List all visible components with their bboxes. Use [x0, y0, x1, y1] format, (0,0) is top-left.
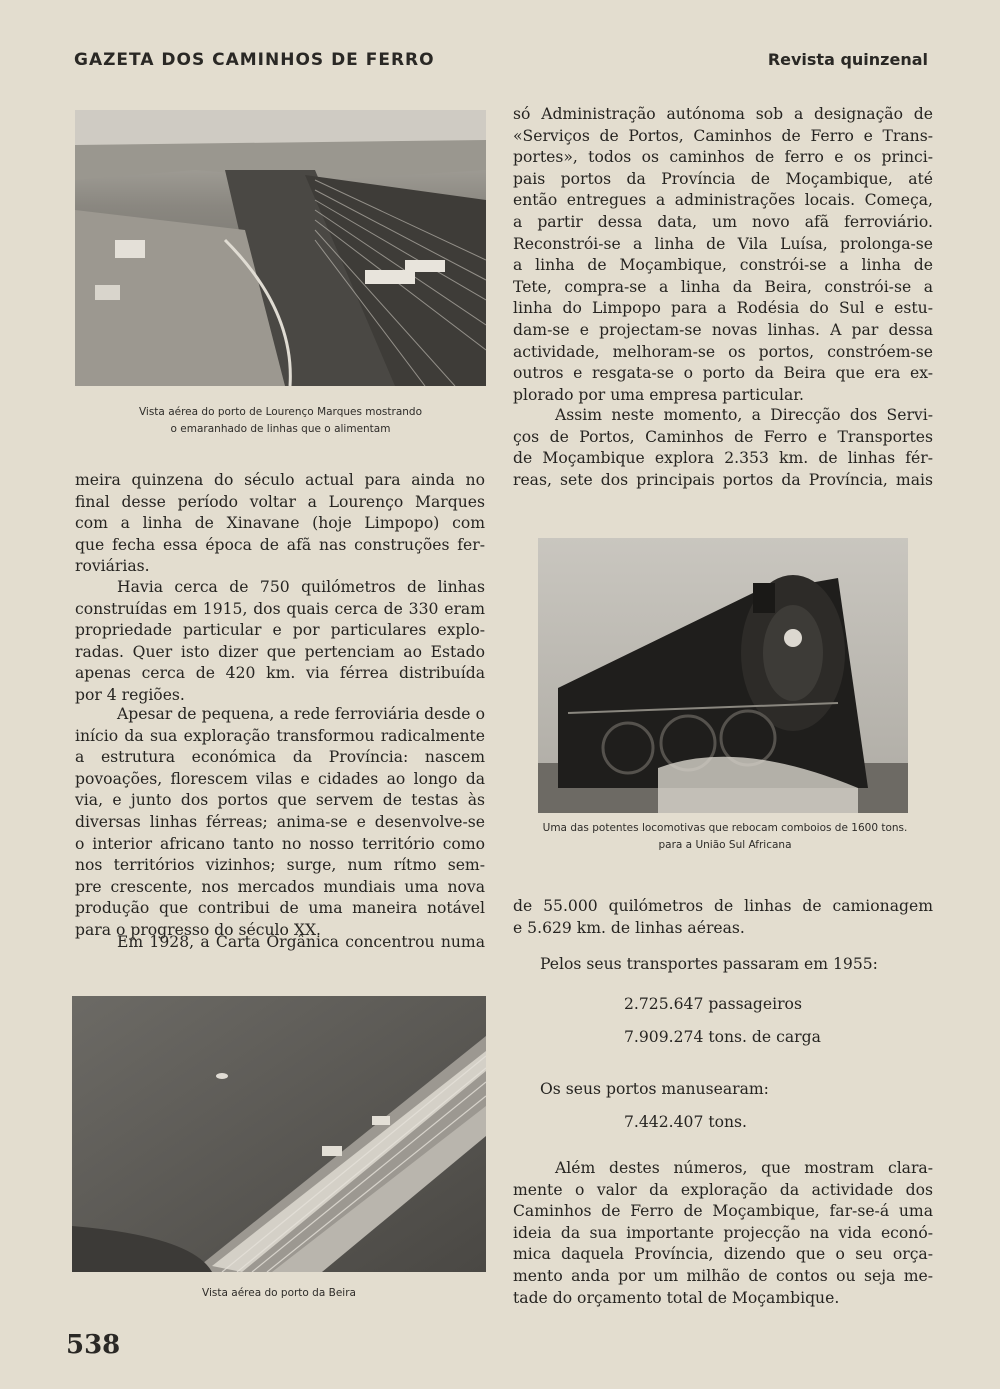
caption-line: o emaranhado de linhas que o alimentam	[170, 423, 391, 435]
aerial-photo-beira	[72, 996, 486, 1272]
text-line: Reconstrói-se a linha de Vila Luísa, prolonga-se	[513, 234, 933, 253]
journal-subtitle: Revista quinzenal	[767, 50, 928, 69]
passengers-figure: 2.725.647 passageiros	[624, 995, 802, 1013]
photo-caption-beira	[72, 1285, 486, 1302]
left-column-paragraph-3	[75, 704, 485, 942]
text-line: a linha de Moçambique, constrói-se a linha de	[513, 256, 933, 275]
right-column-paragraph-3	[513, 896, 933, 939]
caption-line: Vista aérea do porto da Beira	[202, 1287, 356, 1299]
left-column-paragraph-1	[75, 470, 485, 578]
text-line: de 55.000 quilómetros de linhas de camionagem	[513, 897, 933, 915]
text-line: para o progresso do século XX.	[75, 920, 321, 939]
text-line: construídas em 1915, dos quais cerca de 330 eram	[75, 599, 485, 618]
text-line: reas, sete dos principais portos da Província, mais	[513, 470, 933, 489]
text-line: «Serviços de Portos, Caminhos de Ferro e Trans-	[513, 126, 933, 145]
text-line: ideia da sua importante projecção na vida econó-	[513, 1223, 933, 1242]
text-line: final desse período voltar a Lourenço Marques	[75, 492, 485, 511]
ports-figure: 7.442.407 tons.	[624, 1113, 747, 1131]
text-line: portes», todos os caminhos de ferro e os princi-	[513, 148, 933, 167]
photo-caption-locomotive	[520, 820, 930, 854]
page-number: 538	[66, 1330, 121, 1360]
text-line: actividade, melhoram-se os portos, constróem-se	[513, 342, 933, 361]
text-line: com a linha de Xinavane (hoje Limpopo) com	[75, 514, 485, 533]
text-line: e 5.629 km. de linhas aéreas.	[513, 918, 745, 937]
text-line: só Administração autónoma sob a designação de	[513, 105, 933, 123]
text-line: Havia cerca de 750 quilómetros de linhas	[117, 578, 485, 596]
photo-caption-lourenco-marques	[75, 404, 486, 438]
ports-intro: Os seus portos manusearam:	[540, 1080, 769, 1098]
text-line: plorado por uma empresa particular.	[513, 385, 804, 404]
caption-line: Vista aérea do porto de Lourenço Marques mostrando	[138, 406, 423, 418]
cargo-figure: 7.909.274 tons. de carga	[624, 1028, 821, 1046]
text-line: Assim neste momento, a Direcção dos Servi-	[555, 406, 933, 424]
text-line: dam-se e projectam-se novas linhas. A par dessa	[513, 320, 933, 339]
text-line: radas. Quer isto dizer que pertenciam ao Estado	[75, 642, 485, 661]
text-line: apenas cerca de 420 km. via férrea distribuída	[75, 664, 485, 683]
caption-line: Uma das potentes locomotivas que rebocam comboios de 1600 tons.	[542, 822, 908, 834]
text-line: que fecha essa época de afã nas construções fer-	[75, 535, 485, 554]
left-column-paragraph-2	[75, 577, 485, 707]
text-line: então entregues a administrações locais. Começa,	[513, 191, 933, 210]
text-line: Caminhos de Ferro de Moçambique, far-se-á uma	[513, 1202, 933, 1221]
text-line: meira quinzena do século actual para ainda no	[75, 471, 485, 489]
text-line: linha do Limpopo para a Rodésia do Sul e estu-	[513, 299, 933, 318]
text-line: diversas linhas férreas; anima-se e desenvolve-se	[75, 812, 485, 831]
text-line: a estrutura económica da Província: nascem	[75, 748, 485, 767]
text-line: Em 1928, a Carta Orgânica concentrou numa	[117, 933, 485, 951]
text-line: mente o valor da exploração da actividade dos	[513, 1180, 933, 1199]
text-line: outros e resgata-se o porto da Beira que era ex-	[513, 364, 933, 383]
text-line: mento anda por um milhão de contos ou seja me-	[513, 1266, 933, 1285]
aerial-photo-lourenco-marques	[75, 110, 486, 386]
text-line: via, e junto dos portos que servem de testas às	[75, 791, 485, 810]
text-line: tade do orçamento total de Moçambique.	[513, 1288, 840, 1307]
text-line: pais portos da Província de Moçambique, até	[513, 169, 933, 188]
journal-title: GAZETA DOS CAMINHOS DE FERRO	[74, 50, 435, 70]
text-line: ços de Portos, Caminhos de Ferro e Transportes	[513, 427, 933, 446]
text-line: Além destes números, que mostram clara-	[555, 1159, 933, 1177]
text-line: pre crescente, nos mercados mundiais uma nova	[75, 877, 485, 896]
text-line: povoações, florescem vilas e cidades ao longo da	[75, 769, 485, 788]
text-line: roviárias.	[75, 557, 150, 576]
locomotive-photo	[538, 538, 908, 813]
left-column-paragraph-4	[75, 932, 485, 954]
text-line: Apesar de pequena, a rede ferroviária desde o	[117, 705, 485, 723]
right-column-paragraph-1	[513, 104, 933, 406]
right-column-paragraph-4	[513, 1158, 933, 1309]
text-line: produção que contribui de uma maneira notável	[75, 899, 485, 918]
text-line: mica daquela Província, dizendo que o seu orça-	[513, 1245, 933, 1264]
text-line: propriedade particular e por particulares explo-	[75, 621, 485, 640]
text-line: Tete, compra-se a linha da Beira, constrói-se a	[513, 277, 933, 296]
text-line: início da sua exploração transformou radicalmente	[75, 726, 485, 745]
text-line: de Moçambique explora 2.353 km. de linhas fér-	[513, 449, 933, 468]
right-column-paragraph-2	[513, 405, 933, 491]
caption-line: para a União Sul Africana	[658, 839, 792, 851]
text-line: por 4 regiões.	[75, 685, 185, 704]
text-line: o interior africano tanto no nosso território como	[75, 834, 485, 853]
transport-intro: Pelos seus transportes passaram em 1955:	[540, 955, 878, 973]
text-line: a partir dessa data, um novo afã ferroviário.	[513, 212, 933, 231]
text-line: nos territórios vizinhos; surge, num rítmo sem-	[75, 856, 485, 875]
